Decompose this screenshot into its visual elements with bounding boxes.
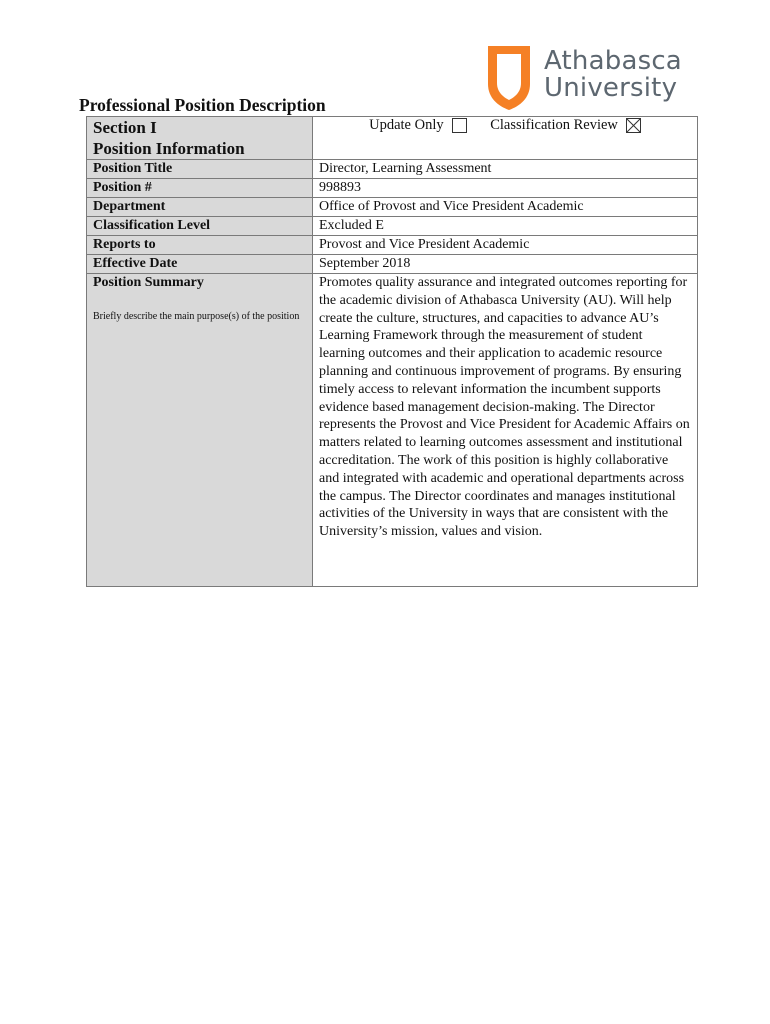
section-number: Section I [93,118,157,137]
classification-review-label: Classification Review [490,117,618,133]
department-value: Office of Provost and Vice President Academic [313,198,698,217]
position-info-table [86,116,698,587]
reports-to-value: Provost and Vice President Academic [313,236,698,255]
section-title: Position Information [93,139,245,158]
effective-date-value: September 2018 [313,255,698,274]
field-label: Reports to [87,236,313,255]
position-summary-label: Position Summary [93,275,204,290]
field-row-position-title [87,160,698,179]
field-row-position-number [87,179,698,198]
checked-x-icon [627,119,640,132]
field-row-classification-level [87,217,698,236]
position-number-value: 998893 [313,179,698,198]
logo-wordmark [544,48,682,102]
position-summary-text: Promotes quality assurance and integrated outcomes reporting for the academic division of Athabasca University (AU). Will help create the culture, structures, and capacities to advance AU’s Learning Framework through the measurement of student learning outcomes and their application to academic resource planning and continuous improvement of programs. By ensuring timely access to relevant information the incumbent supports evidence based management decision-making. The Director represents the Provost and Vice President for Academic Affairs on matters related to learning outcomes assessment and institutional accreditation. The work of this position is highly collaborative and integrated with academic and operational departments across the campus. The Director coordinates and manages institutional activities of the University in ways that are consistent with the University’s mission, values and vision. [313,274,698,587]
review-type-options [313,117,698,160]
classification-review-checkbox[interactable] [626,118,641,133]
logo-line-1: Athabasca [544,46,682,76]
position-summary-hint: Briefly describe the main purpose(s) of the position [93,311,300,322]
classification-review-option[interactable] [490,117,641,134]
update-only-option[interactable] [369,117,467,134]
field-label: Effective Date [87,255,313,274]
athabasca-logo [486,44,682,114]
field-label: Position Title [87,160,313,179]
classification-level-value: Excluded E [313,217,698,236]
field-row-department [87,198,698,217]
section-heading [87,117,313,160]
field-label: Department [87,198,313,217]
shield-icon [486,44,532,112]
field-row-reports-to [87,236,698,255]
position-title-value: Director, Learning Assessment [313,160,698,179]
update-only-checkbox[interactable] [452,118,467,133]
section-header-row [87,117,698,160]
logo-line-2: University [544,73,678,103]
field-label: Position # [87,179,313,198]
field-row-effective-date [87,255,698,274]
position-summary-label-cell [87,274,313,587]
field-row-position-summary [87,274,698,587]
update-only-label: Update Only [369,117,444,133]
document-title: Professional Position Description [79,95,326,115]
field-label: Classification Level [87,217,313,236]
